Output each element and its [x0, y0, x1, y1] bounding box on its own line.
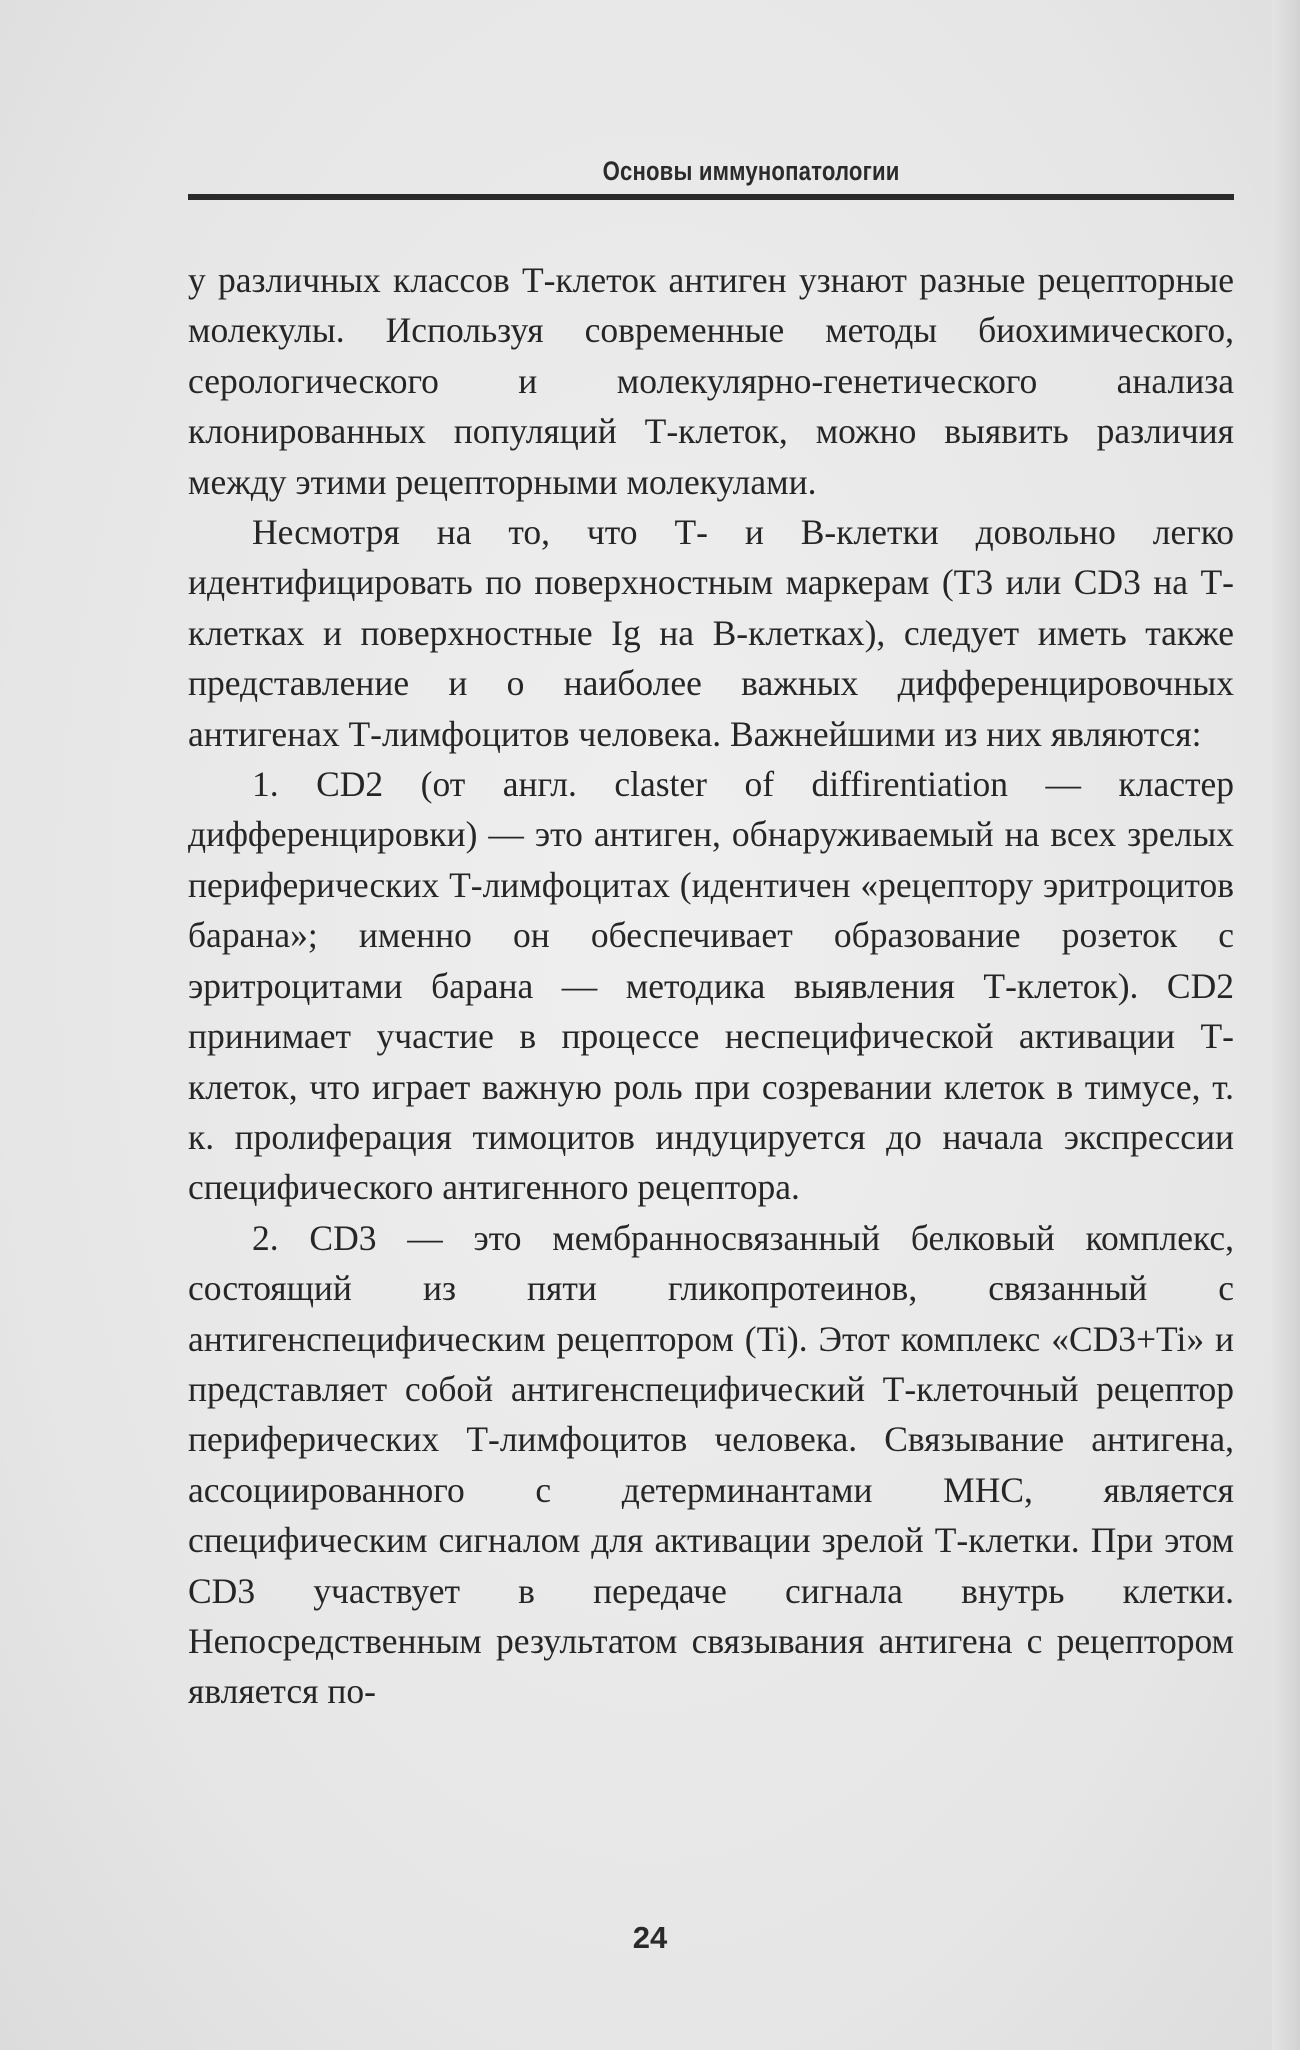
- body-text: [188, 255, 1234, 1717]
- page-edge-shadow: [1272, 0, 1300, 2050]
- running-header: [188, 150, 1234, 200]
- page-number: 24: [632, 1920, 668, 1955]
- list-item-cd2: 1. CD2 (от англ. claster of diffirentiation — кластер дифференцировки) — это антиген, обнаруживаемый на всех зрелых периферических Т-лимфоцитах (идентичен «рецептору эритроцитов барана»; именно он обеспечивает образование розеток с эритроцитами барана — методика выявления Т-клеток). CD2 принимает участие в процессе неспецифической активации Т-клеток, что играет важную роль при созревании клеток в тимусе, т. к. пролиферация тимоцитов индуцируется до начала экспрессии специфического антигенного рецептора.: [188, 764, 1234, 1208]
- running-header-title: Основы иммунопатологии: [602, 156, 900, 186]
- list-item-cd3: 2. CD3 — это мембранносвязанный белковый комплекс, состоящий из пяти гликопротеинов, связанный с антигенспецифическим рецептором (Ti). Этот комплекс «CD3+Ti» и представляет собой антигенспецифический Т-клеточный рецептор периферических Т-лимфоцитов человека. Связывание антигена, ассоциированного с детерминантами МНС, является специфическим сигналом для активации зрелой Т-клетки. При этом CD3 участвует в передаче сигнала внутрь клетки. Непосредственным результатом связывания антигена с рецептором является по-: [188, 1217, 1234, 1712]
- paragraph: Несмотря на то, что Т- и В-клетки довольно легко идентифицировать по поверхностным маркерам (Т3 или CD3 на Т-клетках и поверхностные Ig на В-клетках), следует иметь также представление и о наиболее важных дифференцировочных антигенах Т-лимфоцитов человека. Важнейшими из них являются:: [188, 512, 1234, 754]
- paragraph: у различных классов Т-клеток антиген узнают разные рецепторные молекулы. Используя современные методы биохимического, серологического и молекулярно-генетического анализа клонированных популяций Т-клеток, можно выявить различия между этими рецепторными молекулами.: [188, 260, 1234, 502]
